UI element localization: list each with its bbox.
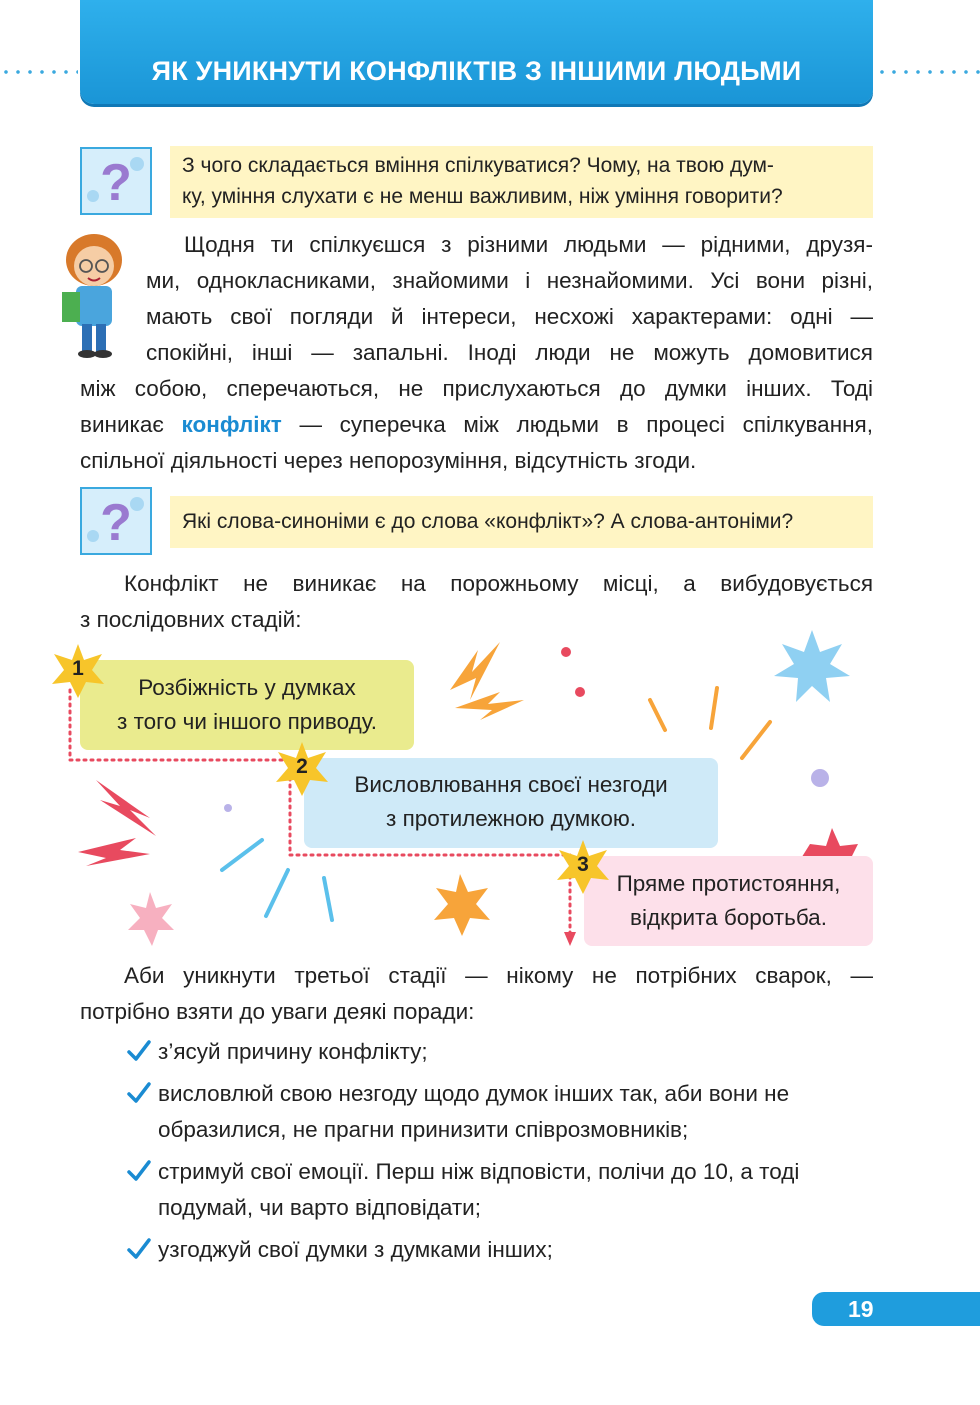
page-number: 19 [848, 1296, 874, 1322]
advice-intro [80, 958, 873, 1030]
stage-badge-2 [274, 740, 330, 796]
stage-box-3 [584, 856, 873, 946]
stage-number: 3 [577, 853, 589, 876]
intro-para-wrapped [146, 227, 873, 263]
page-number-tab [812, 1292, 980, 1326]
question-box-2 [170, 496, 873, 548]
stage-badge-1 [50, 642, 106, 698]
intro-line: Щодня ти спілкуєшся з різними людьми — рідними, друзя- [184, 232, 873, 257]
stage-box-1 [80, 660, 414, 750]
page-title: ЯК УНИКНУТИ КОНФЛІКТІВ З ІНШИМИ ЛЮДЬМИ [151, 56, 802, 86]
check-icon [126, 1158, 152, 1184]
stages-intro [80, 566, 873, 638]
tip-line: з’ясуй причину конфлікту; [158, 1039, 428, 1064]
list-item [126, 1154, 876, 1226]
intro-line: спокійні, інші — запальні. Іноді люди не можуть домовитися [146, 340, 873, 365]
intro-line: ми, однокласниками, знайомими і незнайомими. Усі вони різні, [146, 268, 873, 293]
question-line: Які слова-синоніми є до слова «конфлікт»? А слова-антоніми? [182, 510, 794, 533]
header-dots-left [0, 69, 78, 75]
advice-list [126, 1034, 876, 1274]
svg-text:?: ? [100, 494, 132, 552]
question-icon [79, 486, 153, 556]
tip-line: стримуй свої емоції. Перш ніж відповісти, полічи до 10, а тоді [158, 1159, 800, 1184]
stage-line: Розбіжність у думках [138, 675, 356, 700]
list-item [126, 1034, 876, 1070]
stage-line: відкрита боротьба. [630, 905, 827, 930]
intro-text: — суперечка між людьми в процесі спілкування, [281, 412, 873, 437]
intro-line-keyword [80, 407, 873, 443]
advice-intro-line: потрібно взяти до уваги деякі поради: [80, 999, 475, 1024]
header-banner [80, 0, 873, 104]
tip-line: узгоджуй свої думки з думками інших; [158, 1237, 553, 1262]
tip-line: подумай, чи варто відповідати; [158, 1195, 481, 1220]
check-icon [126, 1236, 152, 1262]
intro-text: виникає [80, 412, 182, 437]
stage-line: з того чи іншого приводу. [117, 709, 377, 734]
keyword-conflict: конфлікт [181, 412, 282, 437]
advice-intro-line: Аби уникнути третьої стадії — нікому не потрібних сварок, — [124, 963, 873, 988]
intro-line: спільної діяльності через непорозуміння, відсутність згоди. [80, 448, 697, 473]
intro-para-wrapped-2 [146, 263, 873, 371]
tip-line: образилися, не прагни принизити співрозмовників; [158, 1117, 689, 1142]
intro-line: між собою, сперечаються, не прислухаються до думки інших. Тоді [80, 376, 873, 401]
boy-illustration [54, 230, 132, 360]
stage-line: Висловлювання своєї незгоди [354, 772, 668, 797]
check-icon [126, 1080, 152, 1106]
stage-badge-3 [555, 838, 611, 894]
list-item [126, 1076, 876, 1148]
question-icon [79, 146, 153, 216]
header-dots-right [876, 69, 980, 75]
stages-intro-line: Конфлікт не виникає на порожньому місці, а вибудовується [124, 571, 873, 596]
stages-intro-line: з послідовних стадій: [80, 607, 302, 632]
list-item [126, 1232, 876, 1268]
question-line: ку, уміння слухати є не менш важливим, ніж уміння говорити? [182, 185, 783, 208]
stage-line: з протилежною думкою. [386, 806, 636, 831]
tip-line: висловлюй свою незгоду щодо думок інших так, аби вони не [158, 1081, 790, 1106]
intro-para-full [80, 371, 873, 479]
intro-line: мають свої погляди й інтереси, несхожі характерами: одні — [146, 304, 873, 329]
stage-number: 2 [296, 755, 308, 778]
stage-box-2 [304, 758, 718, 848]
svg-text:?: ? [100, 154, 132, 212]
stage-number: 1 [72, 657, 84, 680]
check-icon [126, 1038, 152, 1064]
question-line: З чого складається вміння спілкуватися? Чому, на твою дум- [182, 154, 774, 177]
question-box-1 [170, 146, 873, 218]
stage-line: Пряме протистояння, [616, 871, 841, 896]
